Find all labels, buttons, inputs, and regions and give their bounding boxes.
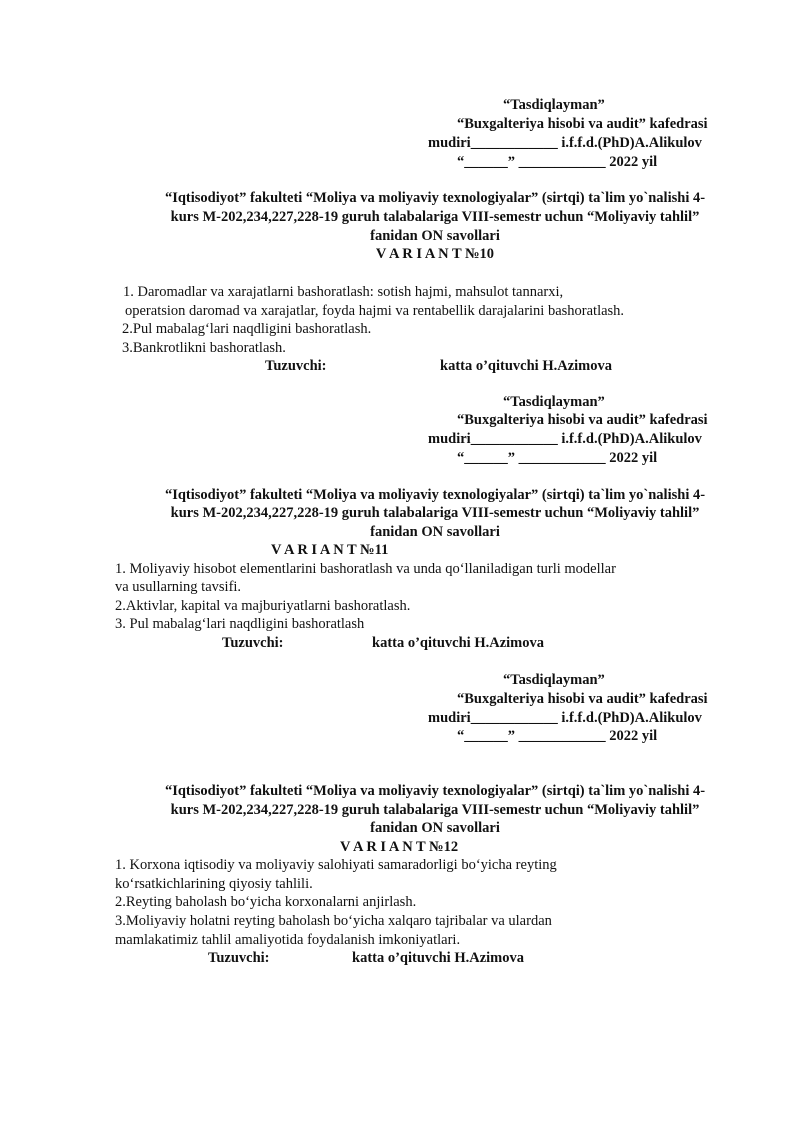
question-line: 3. Pul mabalag‘lari naqdligini bashoratlash bbox=[115, 616, 365, 632]
question-line: 1. Daromadlar va xarajatlarni bashoratlash: sotish hajmi, mahsulot tannarxi, bbox=[123, 284, 564, 300]
approval-date: “______” ____________ 2022 yil bbox=[457, 154, 658, 170]
author-label: Tuzuvchi: bbox=[222, 635, 284, 651]
heading-line: kurs M-202,234,227,228-19 guruh talabalariga VIII-semestr uchun “Moliyaviy tahlil” bbox=[170, 802, 700, 818]
question-line: ko‘rsatkichlarining qiyosiy tahlili. bbox=[115, 876, 313, 892]
variant-title: V A R I A N T №11 bbox=[271, 542, 389, 558]
author-name: katta o’qituvchi H.Azimova bbox=[440, 358, 612, 374]
question-line: 2.Pul mabalag‘lari naqdligini bashoratlash. bbox=[122, 321, 372, 337]
author-label: Tuzuvchi: bbox=[265, 358, 327, 374]
question-line: 3.Bankrotlikni bashoratlash. bbox=[122, 340, 286, 356]
approval-title: “Tasdiqlayman” bbox=[503, 672, 605, 688]
question-line: va usullarning tavsifi. bbox=[115, 579, 242, 595]
author-name: katta o’qituvchi H.Azimova bbox=[372, 635, 544, 651]
heading-line: “Iqtisodiyot” fakulteti “Moliya va moliyaviy texnologiyalar” (sirtqi) ta`lim yo`nalishi 4- bbox=[164, 783, 706, 799]
approval-date: “______” ____________ 2022 yil bbox=[457, 450, 658, 466]
heading-line: kurs M-202,234,227,228-19 guruh talabalariga VIII-semestr uchun “Moliyaviy tahlil” bbox=[170, 505, 700, 521]
heading-line: fanidan ON savollari bbox=[370, 524, 500, 540]
approval-department: “Buxgalteriya hisobi va audit” kafedrasi bbox=[457, 691, 708, 707]
question-line: 1. Moliyaviy hisobot elementlarini bashoratlash va unda qo‘llaniladigan turli modellar bbox=[115, 561, 616, 577]
question-line: operatsion daromad va xarajatlar, foyda hajmi va rentabellik darajalarini bashoratlash. bbox=[125, 303, 625, 319]
approval-head: mudiri____________ i.f.f.d.(PhD)A.Alikulov bbox=[428, 431, 702, 447]
heading-line: kurs M-202,234,227,228-19 guruh talabalariga VIII-semestr uchun “Moliyaviy tahlil” bbox=[170, 209, 700, 225]
heading-line: “Iqtisodiyot” fakulteti “Moliya va moliyaviy texnologiyalar” (sirtqi) ta`lim yo`nalishi 4- bbox=[164, 487, 706, 503]
approval-department: “Buxgalteriya hisobi va audit” kafedrasi bbox=[457, 412, 708, 428]
approval-date: “______” ____________ 2022 yil bbox=[457, 728, 658, 744]
approval-department: “Buxgalteriya hisobi va audit” kafedrasi bbox=[457, 116, 708, 132]
question-line: 3.Moliyaviy holatni reyting baholash bo‘yicha xalqaro tajribalar va ulardan bbox=[115, 913, 552, 929]
question-line: 1. Korxona iqtisodiy va moliyaviy salohiyati samaradorligi bo‘yicha reyting bbox=[115, 857, 557, 873]
approval-head: mudiri____________ i.f.f.d.(PhD)A.Alikulov bbox=[428, 710, 702, 726]
variant-title: V A R I A N T №10 bbox=[375, 246, 495, 262]
heading-line: “Iqtisodiyot” fakulteti “Moliya va moliyaviy texnologiyalar” (sirtqi) ta`lim yo`nalishi 4- bbox=[164, 190, 706, 206]
approval-title: “Tasdiqlayman” bbox=[503, 394, 605, 410]
question-line: mamlakatimiz tahlil amaliyotida foydalanish imkoniyatlari. bbox=[115, 932, 461, 948]
question-line: 2.Aktivlar, kapital va majburiyatlarni bashoratlash. bbox=[115, 598, 411, 614]
heading-line: fanidan ON savollari bbox=[370, 820, 500, 836]
question-line: 2.Reyting baholash bo‘yicha korxonalarni anjirlash. bbox=[115, 894, 417, 910]
approval-title: “Tasdiqlayman” bbox=[503, 97, 605, 113]
heading-line: fanidan ON savollari bbox=[370, 228, 500, 244]
author-name: katta o’qituvchi H.Azimova bbox=[352, 950, 524, 966]
approval-head: mudiri____________ i.f.f.d.(PhD)A.Alikulov bbox=[428, 135, 702, 151]
author-label: Tuzuvchi: bbox=[208, 950, 270, 966]
variant-title: V A R I A N T №12 bbox=[340, 839, 459, 855]
